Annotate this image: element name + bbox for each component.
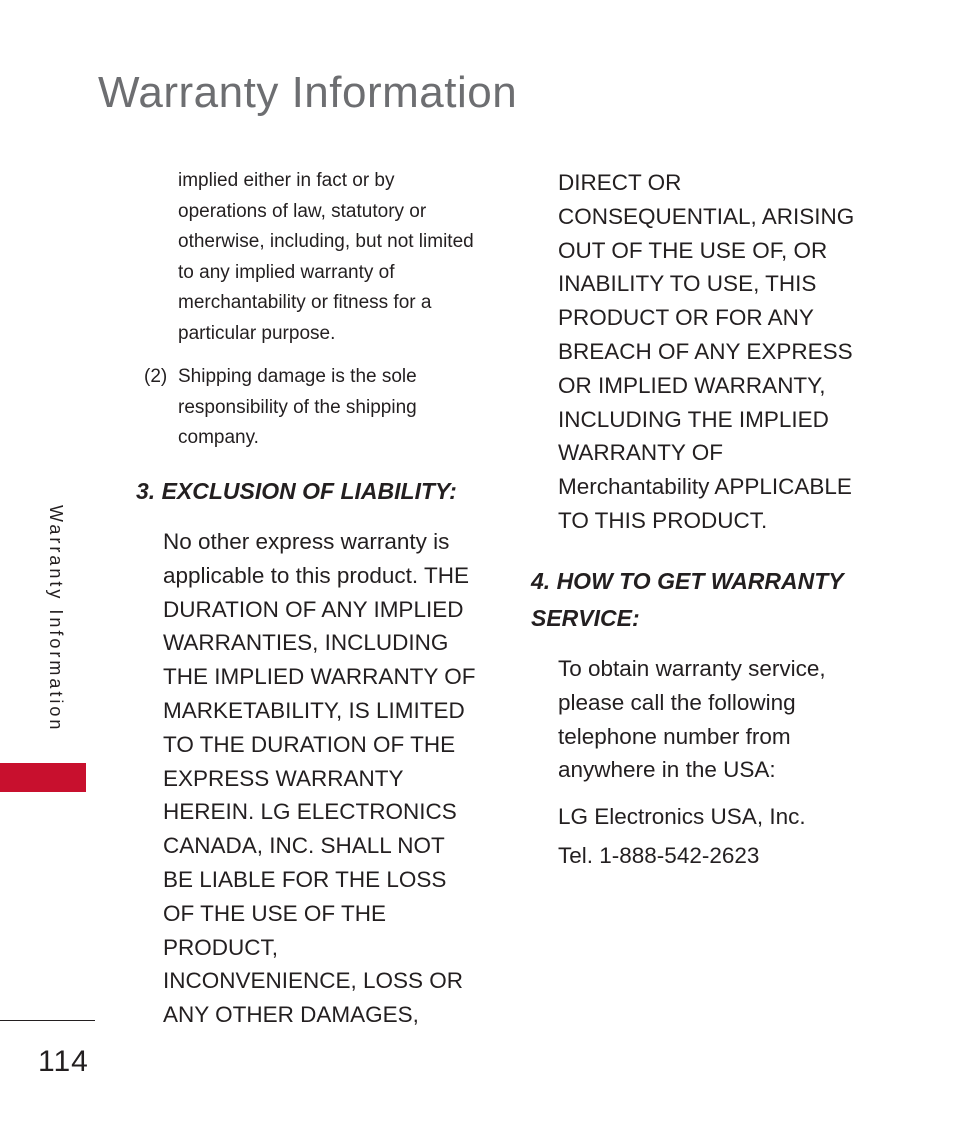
phone-number: Tel. 1-888-542-2623 bbox=[558, 843, 760, 868]
warranty-service-body: To obtain warranty service, please call the following telephone number from anywhere in the USA: bbox=[558, 656, 826, 783]
company-name: LG Electronics USA, Inc. bbox=[558, 804, 806, 829]
page-title: Warranty Information bbox=[98, 68, 518, 117]
exclusion-of-liability-body: No other express warranty is applicable to this product. THE DURATION OF ANY IMPLIED WARRANTIES, INCLUDING THE IMPLIED WARRANTY OF MARKETABILITY, IS LIMITED TO THE DURATION OF THE EXPRESS WARRANTY HEREIN. LG ELECTRONICS CANADA, INC. SHALL NOT BE LIABLE FOR THE LOSS OF THE USE OF THE PRODUCT, INCONVENIENCE, LOSS OR ANY OTHER DAMAGES, bbox=[163, 529, 476, 1028]
implied-warranty-continued-text: implied either in fact or by operations of law, statutory or otherwise, including, but not limited to any implied warranty of merchantability or fitness for a particular purpose. bbox=[178, 170, 474, 344]
list-item-text: Shipping damage is the sole responsibility of the shipping company. bbox=[178, 366, 417, 448]
section-heading-exclusion-of-liability: 3. EXCLUSION OF LIABILITY: bbox=[136, 478, 457, 504]
section-heading-warranty-service: 4. HOW TO GET WARRANTY SERVICE: bbox=[531, 568, 844, 631]
page-number: 114 bbox=[38, 1045, 89, 1078]
list-item-number: (2) bbox=[144, 366, 168, 387]
exclusion-of-liability-body-continued: DIRECT OR CONSEQUENTIAL, ARISING OUT OF THE USE OF, OR INABILITY TO USE, THIS PRODUCT OR FOR ANY BREACH OF ANY EXPRESS OR IMPLIED WARRANTY, INCLUDING THE IMPLIED WARRANTY OF Merchantability APPLICABLE TO THIS PRODUCT. bbox=[558, 170, 855, 533]
side-tab-label: Warranty Information bbox=[46, 505, 66, 733]
footer-divider bbox=[0, 1020, 95, 1021]
side-tab-marker bbox=[0, 763, 86, 792]
